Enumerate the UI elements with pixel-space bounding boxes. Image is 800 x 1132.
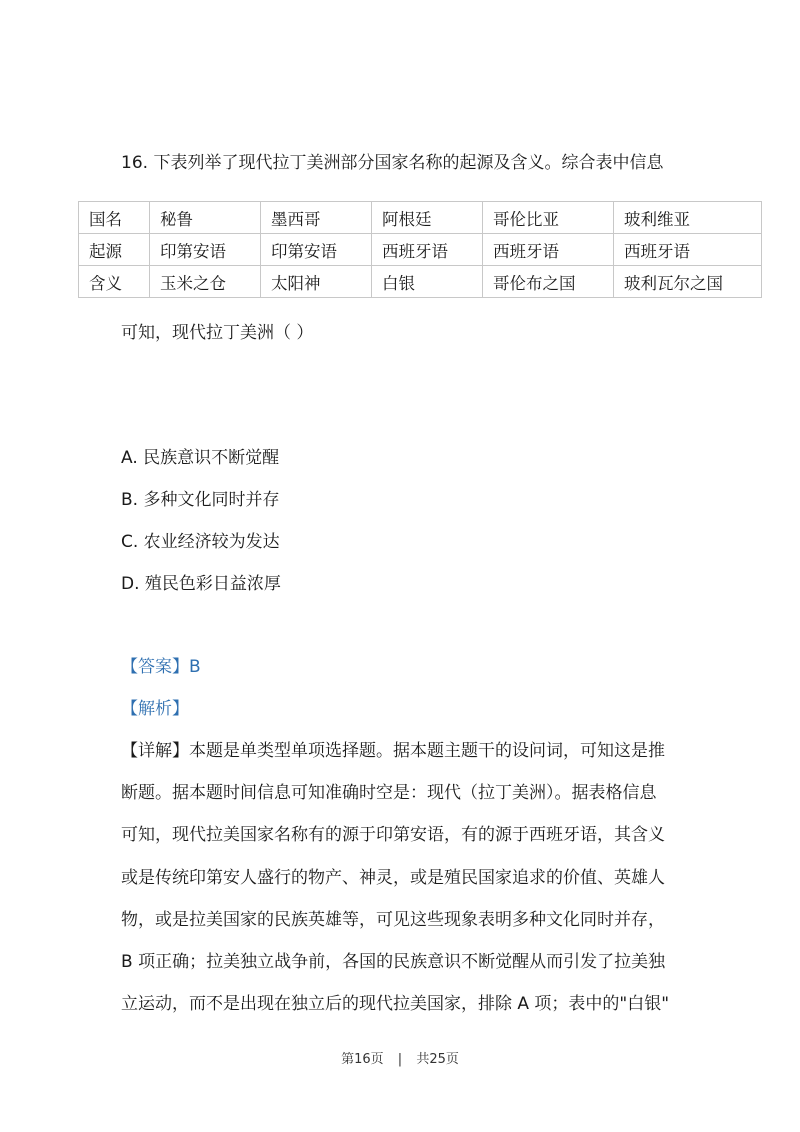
table-cell: 阿根廷: [372, 202, 483, 234]
country-name-table: [78, 201, 762, 298]
detail-line: 立运动，而不是出现在独立后的现代拉美国家，排除 A 项；表中的"白银": [121, 994, 670, 1015]
detail-line: 物，或是拉美国家的民族英雄等，可见这些现象表明多种文化同时并存，: [121, 909, 665, 930]
analysis-label: 【解析】: [121, 699, 189, 719]
option-d: D. 殖民色彩日益浓厚: [121, 574, 281, 594]
table-cell: 含义: [79, 266, 150, 298]
table-cell: 哥伦布之国: [483, 266, 614, 298]
table-cell: 墨西哥: [261, 202, 372, 234]
table-cell: 西班牙语: [483, 234, 614, 266]
detail-line: 或是传统印第安人盛行的物产、神灵，或是殖民国家追求的价值、英雄人: [121, 867, 665, 888]
page-number: 第16页: [341, 1052, 384, 1067]
page-footer: [0, 1048, 800, 1067]
detail-line: 可知，现代拉美国家名称有的源于印第安语，有的源于西班牙语，其含义: [121, 825, 665, 846]
option-b: B. 多种文化同时并存: [121, 490, 280, 510]
table-row: [79, 266, 762, 298]
table-cell: 西班牙语: [614, 234, 762, 266]
table-cell: 西班牙语: [372, 234, 483, 266]
footer-separator: |: [397, 1052, 403, 1067]
table-cell: 哥伦比亚: [483, 202, 614, 234]
answer-line: 【答案】B: [121, 657, 201, 677]
table-cell: 玻利维亚: [614, 202, 762, 234]
table-cell: 白银: [372, 266, 483, 298]
option-c: C. 农业经济较为发达: [121, 532, 280, 552]
detail-line: B 项正确；拉美独立战争前，各国的民族意识不断觉醒从而引发了拉美独: [121, 952, 666, 973]
table-cell: 太阳神: [261, 266, 372, 298]
table-cell: 国名: [79, 202, 150, 234]
table-cell: 印第安语: [261, 234, 372, 266]
table-row: [79, 202, 762, 234]
table-row: [79, 234, 762, 266]
table-cell: 起源: [79, 234, 150, 266]
detail-line: 【详解】本题是单类型单项选择题。据本题主题干的设问词，可知这是推: [121, 741, 665, 761]
detail-paragraph: [121, 730, 691, 1025]
table-cell: 秘鲁: [150, 202, 261, 234]
table-cell: 玻利瓦尔之国: [614, 266, 762, 298]
option-a: A. 民族意识不断觉醒: [121, 448, 280, 468]
detail-line: 断题。据本题时间信息可知准确时空是：现代（拉丁美洲）。据表格信息: [121, 783, 657, 804]
question-stem-continued: 可知，现代拉丁美洲（ ）: [121, 323, 314, 343]
table-cell: 玉米之仓: [150, 266, 261, 298]
page-total: 共25页: [416, 1052, 459, 1067]
question-stem: 16. 下表列举了现代拉丁美洲部分国家名称的起源及含义。综合表中信息: [121, 153, 664, 173]
table-cell: 印第安语: [150, 234, 261, 266]
